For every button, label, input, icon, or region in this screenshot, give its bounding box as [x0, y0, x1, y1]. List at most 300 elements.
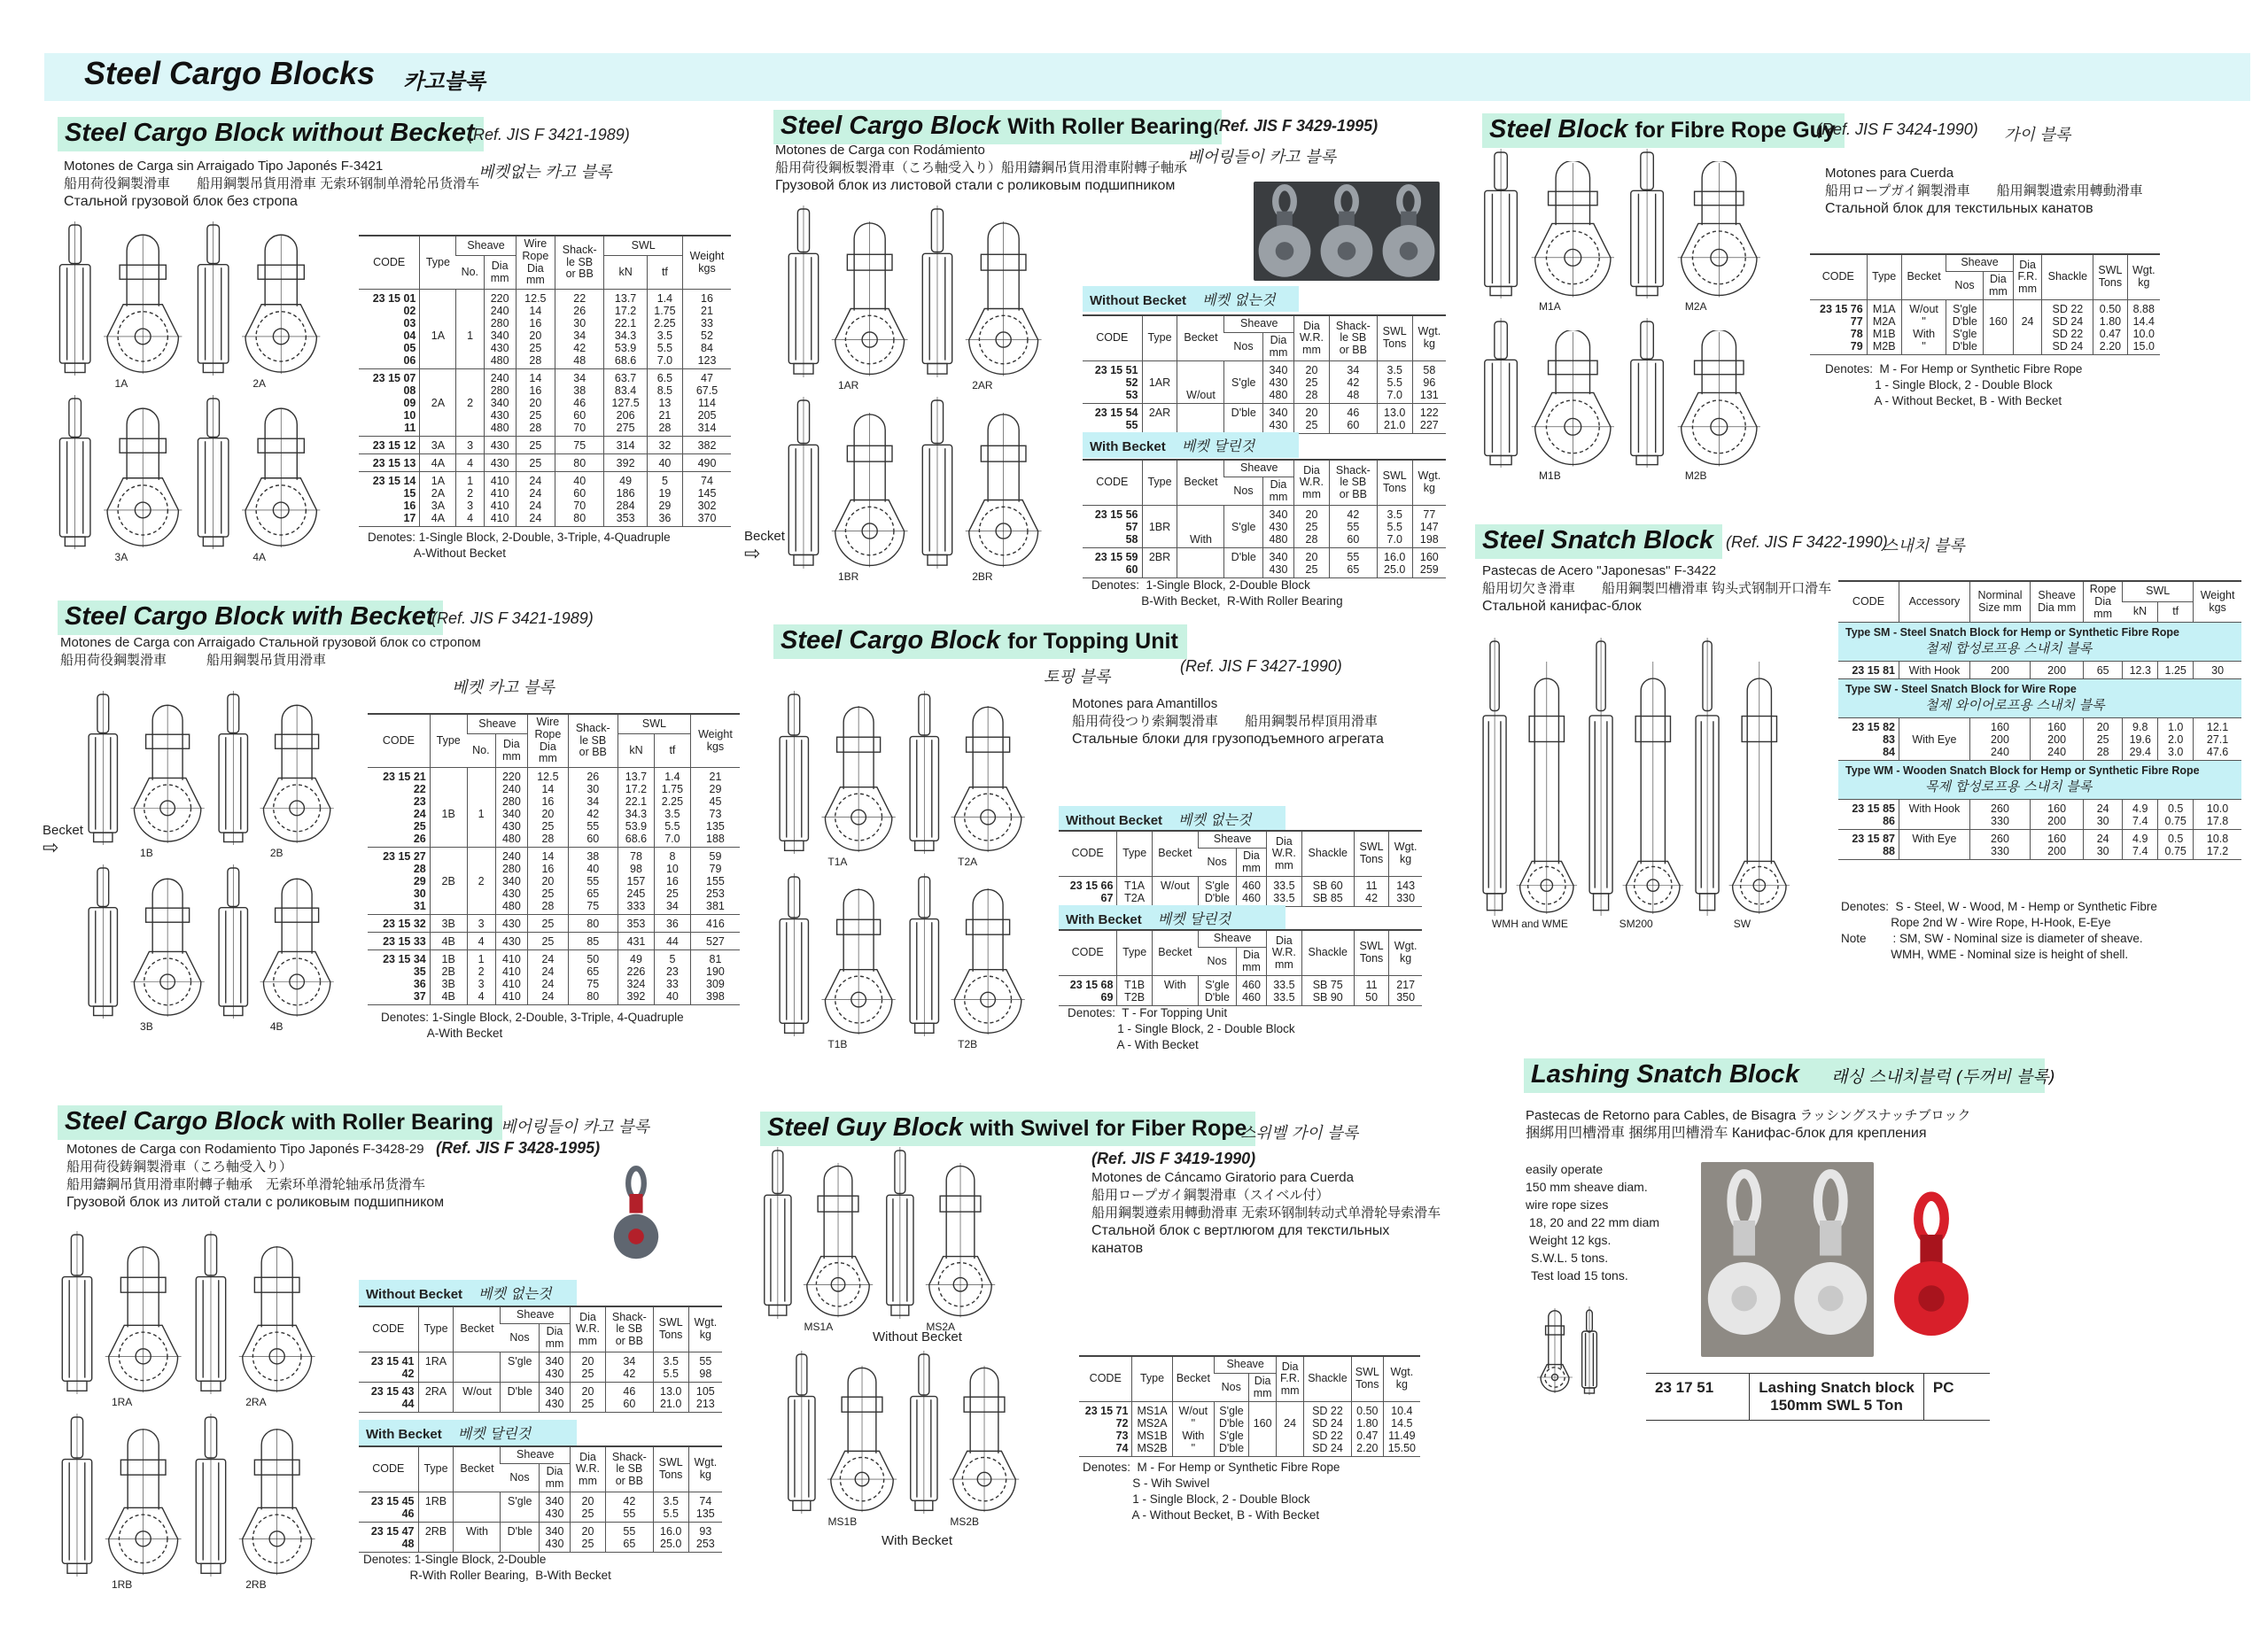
table-cell: 70: [555, 422, 604, 437]
korean-title: 래싱 스내치블럭 (두꺼비 블록): [1830, 1067, 2056, 1087]
column-group-header: Sheave: [1946, 254, 2013, 271]
table-cell: 65: [568, 965, 617, 978]
table-cell: 28: [528, 833, 568, 848]
product-photo-illustration: [610, 1162, 663, 1268]
title-main: Steel Cargo Block: [781, 112, 1001, 140]
table-cell: [1248, 1430, 1276, 1442]
table-cell: [456, 305, 484, 317]
column-header: Shack- le SB or BB: [605, 1446, 653, 1492]
table-cell: 2A: [420, 487, 456, 500]
pulley-block-front-drawing: [237, 407, 325, 549]
column-subheader: Dia mm: [1262, 332, 1293, 361]
band-label: Without Becket: [1090, 293, 1187, 308]
column-header: Wgt. kg: [1389, 831, 1422, 877]
column-group-header: SWL: [2123, 581, 2194, 602]
table-cell: [1142, 533, 1177, 548]
table-cell: 4B: [430, 990, 467, 1005]
table-cell: 23 15 59: [1094, 551, 1138, 564]
table-cell: ": [1172, 1442, 1214, 1457]
page-title-korean: 카고블록: [403, 69, 485, 94]
block-drawing-figure: [905, 873, 1030, 1050]
table-cell: 2: [467, 875, 495, 887]
table-cell: With Eye: [1899, 830, 1969, 846]
band-korean: 베켓 달린것: [1181, 438, 1255, 454]
table-cell: 16.0: [1377, 548, 1412, 564]
name-spanish-russian: Motones de Carga con Arraigado Стальной грузовой блок со стропом: [60, 635, 481, 650]
table-cell: 53.9: [617, 820, 654, 833]
feature-list: [1526, 1160, 1659, 1284]
table-cell: [1277, 1430, 1304, 1442]
table-cell: 25.0: [653, 1538, 688, 1553]
header-row: [359, 1446, 722, 1463]
column-header: Wgt. kg: [1383, 1356, 1420, 1402]
table-row: [1810, 328, 2160, 340]
table-cell: 430: [539, 1368, 570, 1383]
table-cell: [1899, 845, 1969, 860]
feature-item: 18, 20 and 22 mm diam: [1529, 1215, 1660, 1229]
table-cell: 200: [1969, 733, 2030, 746]
title-main: Lashing Snatch Block: [1531, 1060, 1799, 1089]
block-drawing-figure: [214, 864, 339, 1033]
table-cell: [467, 863, 495, 875]
column-group-header: Sheave: [1224, 315, 1294, 332]
pulley-block-side-drawing: [193, 395, 233, 549]
column-header: Accessory: [1899, 581, 1969, 623]
column-header: SWL Tons: [1377, 315, 1412, 361]
block-drawing-figure: [193, 395, 326, 563]
name-spanish: Motones para Cuerda: [1825, 166, 1954, 181]
table-row: [1083, 376, 1446, 389]
type-band-row: [1838, 679, 2241, 718]
table-cell: 4.9: [2123, 800, 2158, 816]
table-cell: 31: [368, 900, 430, 915]
column-header: Wire Rope Dia mm: [528, 714, 568, 768]
pulley-block-side-drawing: [1480, 318, 1522, 468]
drawings: [775, 691, 1059, 1063]
lashing-product-table: [1646, 1373, 1990, 1421]
table-cell: 353: [604, 512, 648, 527]
table-cell: 55: [568, 875, 617, 887]
column-subheader: tf: [2158, 602, 2194, 623]
table-cell: [1899, 718, 1969, 734]
table-row: [359, 422, 731, 437]
table-cell: 284: [604, 500, 648, 512]
column-header: CODE: [1083, 315, 1142, 361]
denotes-note: Denotes: 1-Single Block, 2-Double, 3-Triple, 4-Quadruple A-With Becket: [381, 1011, 684, 1040]
table-cell: 314: [604, 437, 648, 454]
header-row: [1079, 1356, 1420, 1373]
table-cell: D'ble: [501, 1383, 540, 1399]
pulley-block-front-drawing: [827, 411, 913, 569]
table-cell: SD 22: [1303, 1430, 1351, 1442]
drawings: [1480, 638, 1825, 939]
column-header: Dia W.R. mm: [1267, 831, 1301, 877]
table-cell: 430: [484, 342, 516, 354]
table-row: [359, 305, 731, 317]
table-cell: 410: [484, 500, 516, 512]
table-cell: [454, 1398, 501, 1413]
pulley-block-front-drawing: [126, 703, 209, 845]
table-cell: 2.20: [1351, 1442, 1383, 1457]
table-cell: 21.0: [653, 1398, 688, 1413]
table-cell: S'gle: [501, 1492, 540, 1508]
table-cell: SD 24: [1303, 1417, 1351, 1430]
table-cell: 16: [528, 795, 568, 808]
table-cell: 460: [1236, 976, 1266, 992]
table-cell: 381: [690, 900, 740, 915]
header-row: [1059, 831, 1422, 848]
section-title-with-becket: Steel Cargo Block with Becket: [58, 601, 443, 635]
figure-label: 4B: [269, 1020, 284, 1033]
column-header: SWL Tons: [1354, 831, 1388, 877]
table-cell: 7.4: [2123, 815, 2158, 830]
table-cell: 75: [555, 437, 604, 454]
table-cell: 430: [539, 1398, 570, 1413]
table-cell: 4A: [420, 512, 456, 527]
table-cell: 34: [555, 369, 604, 385]
table-cell: 42: [605, 1492, 653, 1508]
type-band-row: [1838, 623, 2241, 662]
pulley-block-front-drawing: [126, 877, 209, 1019]
table-cell: 80: [568, 915, 617, 933]
figure-label: M1B: [1539, 469, 1561, 482]
pulley-block-side-drawing: [55, 221, 95, 376]
table-cell: 25: [516, 437, 555, 454]
table-cell: 13.0: [1377, 404, 1412, 420]
table-cell: 63.7: [604, 369, 648, 385]
table-cell: 17.2: [617, 783, 654, 795]
pulley-block-front-drawing: [1526, 330, 1620, 468]
table-cell: With: [1177, 533, 1224, 548]
pulley-block-front-drawing: [255, 877, 338, 1019]
table-cell: 8: [654, 848, 690, 864]
block-drawing-figure: [1480, 318, 1620, 482]
figure-label: SM200: [1619, 918, 1653, 930]
block-drawing-figure: [775, 691, 900, 868]
product-photo-illustration: [1254, 182, 1440, 281]
table-cell: 13: [647, 397, 682, 409]
table-cell: 28: [2084, 746, 2123, 761]
header-row: [359, 1306, 722, 1323]
table-cell: 23 15 07: [372, 372, 416, 384]
figure-label: 2B: [269, 847, 284, 859]
title-rest: with Roller Bearing: [291, 1110, 494, 1135]
type-band: [1838, 761, 2241, 800]
section-title-guy-block-swivel: [760, 1112, 1255, 1146]
table-cell: 340: [495, 808, 528, 820]
table-row: [1083, 548, 1446, 564]
table-cell: 65: [1329, 563, 1377, 578]
table-cell: 5: [647, 472, 682, 488]
column-header: CODE: [359, 1446, 418, 1492]
name-chinese: 船用荷役鋼製滑車 船用鋼製吊貨用滑車 无索环钢制单滑轮吊货滑车: [64, 176, 480, 191]
table-cell: 431: [617, 933, 654, 950]
band-korean: 베켓 없는것: [1178, 811, 1252, 828]
table-cell: 253: [690, 887, 740, 900]
table-cell: 05: [403, 342, 416, 354]
table-cell: 188: [690, 833, 740, 848]
table-cell: 145: [683, 487, 731, 500]
multilingual-names: [1825, 165, 2143, 218]
denotes-note: Denotes: 1-Single Block, 2-Double, 3-Triple, 4-Quadruple A-Without Becket: [368, 531, 671, 560]
table-cell: 3A: [420, 437, 456, 454]
table-cell: 23 15 33: [368, 933, 430, 950]
header-row: [1083, 460, 1446, 477]
drawings: [1480, 149, 1798, 494]
band-with-becket: [1083, 432, 1299, 458]
table-cell: 8.5: [647, 384, 682, 397]
table-cell: 220: [495, 768, 528, 784]
table-cell: 105: [688, 1383, 722, 1399]
column-header: Shack- le SB or BB: [1329, 460, 1377, 506]
column-header: Type: [1132, 1356, 1172, 1402]
table-cell: 20: [570, 1492, 605, 1508]
table-cell: 1AR: [1142, 376, 1177, 389]
table-cell: 30: [2194, 662, 2241, 679]
table-cell: 3.5: [654, 808, 690, 820]
spec-table-without-becket: [359, 235, 731, 527]
table-cell: 410: [484, 472, 516, 488]
table-cell: 7.0: [654, 833, 690, 848]
pulley-block-side-drawing: [214, 864, 252, 1019]
table-cell: 08: [403, 384, 416, 397]
table-cell: 5.5: [647, 342, 682, 354]
title-main: Steel Cargo Block: [781, 626, 1001, 655]
column-group-header: Sheave: [1198, 831, 1266, 848]
table-cell: [454, 1492, 501, 1508]
table-cell: 48: [1329, 389, 1377, 404]
product-description: Lashing Snatch block 150mm SWL 5 Ton: [1750, 1374, 1924, 1421]
spec-table-roller-with-becket: [1083, 459, 1446, 578]
table-cell: S'gle: [501, 1352, 540, 1368]
table-cell: [454, 1507, 501, 1523]
table-cell: 5.5: [654, 820, 690, 833]
table-cell: [1277, 1402, 1304, 1418]
table-row: [359, 1538, 722, 1553]
pulley-block-front-drawing: [1672, 161, 1767, 298]
title-rest: With Roller Bearing: [1007, 114, 1213, 139]
table-cell: [420, 342, 456, 354]
table-cell: 382: [683, 437, 731, 454]
spec-table-roller-with-becket: [359, 1445, 722, 1553]
table-cell: [1248, 1402, 1276, 1418]
section-title-roller-bearing: [773, 110, 1222, 144]
table-cell: 240: [484, 369, 516, 385]
table-cell: 392: [617, 990, 654, 1005]
spec-table-fibre-guy: [1810, 253, 2160, 355]
pulley-block-front-drawing: [945, 1364, 1023, 1514]
figure-label: 2RA: [245, 1396, 267, 1408]
multilingual-names: [1526, 1107, 1970, 1143]
table-cell: [467, 795, 495, 808]
column-header: SWL Tons: [653, 1446, 688, 1492]
table-cell: 4: [456, 454, 484, 472]
table-cell: [430, 833, 467, 848]
pulley-block-side-drawing: [1580, 1306, 1599, 1395]
type-band-korean: 철제 와이어로프용 스내치 블록: [1925, 697, 2105, 714]
table-cell: 86: [1838, 815, 1899, 830]
table-cell: 21: [647, 409, 682, 422]
drawings: [784, 205, 1076, 595]
table-row: [359, 454, 731, 472]
table-cell: [467, 820, 495, 833]
column-header: SWL Tons: [1377, 460, 1412, 506]
table-cell: 340: [1262, 361, 1293, 377]
block-drawing-figure: [905, 691, 1030, 868]
denotes-note: Denotes: S - Steel, W - Wood, M - Hemp or Synthetic Fibre Rope 2nd W - Wire Rope, H-Hook, E-Eye Note : SM, SW - Nominal size is diameter of sheave. WMH, WME - Nominal size is height of shell.: [1841, 900, 2157, 961]
table-cell: 370: [683, 512, 731, 527]
lashing-block-photo-red: [1887, 1187, 1976, 1346]
table-cell: 23 15 81: [1838, 662, 1899, 679]
becket-label: Becket: [744, 529, 785, 544]
table-cell: 20: [1293, 506, 1329, 522]
table-cell: D'ble: [1198, 991, 1236, 1006]
table-cell: SB 75: [1301, 976, 1354, 992]
table-cell: 23 15 45: [370, 1495, 415, 1508]
table-cell: W/out: [1172, 1402, 1214, 1418]
column-header: SWL Tons: [1351, 1356, 1383, 1402]
table-cell: [1224, 506, 1263, 522]
ref-standard: (Ref. JIS F 3427-1990): [1180, 657, 1342, 675]
column-header: Weight kgs: [2194, 581, 2241, 623]
table-cell: 38: [568, 848, 617, 864]
korean-title: 베어링들이 카고 블록: [501, 1118, 649, 1136]
column-header: Wgt. kg: [688, 1446, 722, 1492]
table-cell: 135: [690, 820, 740, 833]
table-cell: 1.25: [2158, 662, 2194, 679]
pulley-block-side-drawing: [55, 395, 95, 549]
section-title-lashing-snatch: [1524, 1058, 2056, 1093]
table-cell: 330: [1969, 815, 2030, 830]
table-cell: 3B: [430, 978, 467, 990]
table-cell: 353: [617, 915, 654, 933]
drawings: [58, 1231, 350, 1603]
becket-label: Becket: [43, 823, 83, 838]
name-russian: Грузовой блок из листовой стали с роликовым подшипником: [775, 178, 1176, 193]
band-without-becket: [1059, 806, 1285, 832]
table-cell: [467, 900, 495, 915]
pulley-block-side-drawing: [918, 205, 957, 377]
table-cell: [1177, 404, 1224, 420]
table-cell: 50: [568, 950, 617, 966]
table-cell: [456, 342, 484, 354]
table-row: [1083, 506, 1446, 522]
table-cell: 3.5: [653, 1492, 688, 1508]
table-cell: 37: [368, 990, 430, 1005]
pulley-block-front-drawing: [817, 704, 900, 854]
table-cell: 430: [495, 915, 528, 933]
table-cell: [501, 1398, 540, 1413]
table-cell: 25: [528, 820, 568, 833]
table-cell: 240: [495, 783, 528, 795]
block-drawing-figure: [882, 1147, 999, 1333]
table-row: [1083, 361, 1446, 377]
table-cell: 26: [568, 768, 617, 784]
table-cell: W/out: [454, 1383, 501, 1399]
table-cell: 23 15 85: [1852, 802, 1895, 816]
table-cell: D'ble: [1946, 315, 1984, 328]
table-row: [368, 783, 740, 795]
table-cell: 7.0: [647, 354, 682, 369]
name-chinese: 船用荷役つり索鋼製滑車 船用鋼製吊桿頂用滑車: [1072, 714, 1379, 729]
table-cell: [430, 900, 467, 915]
table-cell: [456, 384, 484, 397]
table-cell: 160: [2031, 800, 2084, 816]
table-cell: 14: [516, 305, 555, 317]
table-cell: 88: [1838, 845, 1899, 860]
table-cell: 29: [413, 875, 426, 887]
figure-label: 1B: [140, 847, 153, 859]
column-header: Dia W.R. mm: [1293, 315, 1329, 361]
table-cell: S'gle: [1946, 300, 1984, 316]
table-cell: 21.0: [1377, 419, 1412, 434]
table-cell: 25: [528, 933, 568, 950]
table-cell: 200: [2031, 662, 2084, 679]
table-cell: 80: [568, 990, 617, 1005]
table-cell: 57: [1125, 521, 1138, 534]
table-cell: 1.0: [2158, 718, 2194, 734]
table-cell: 350: [1389, 991, 1422, 1006]
table-cell: 416: [690, 915, 740, 933]
column-subheader: tf: [647, 256, 682, 290]
table-cell: 49: [617, 950, 654, 966]
table-cell: 1: [467, 808, 495, 820]
table-cell: 4B: [430, 933, 467, 950]
table-cell: 4: [467, 990, 495, 1005]
column-header: SWL Tons: [1354, 930, 1388, 976]
table-cell: 40: [555, 472, 604, 488]
table-cell: 23 15 14: [372, 475, 416, 487]
band-with-becket: [359, 1420, 577, 1445]
table-cell: 430: [495, 933, 528, 950]
table-cell: 2RA: [418, 1383, 454, 1399]
column-group-header: Sheave: [501, 1306, 571, 1323]
page-banner: [44, 53, 2250, 101]
table-cell: 280: [484, 317, 516, 329]
table-cell: MS1B: [1132, 1430, 1172, 1442]
column-header: Shackle: [1301, 930, 1354, 976]
table-cell: 30: [2084, 845, 2123, 860]
table-cell: 50: [1354, 991, 1388, 1006]
table-row: [368, 833, 740, 848]
table-cell: 60: [1329, 533, 1377, 548]
figure-label: 3B: [140, 1020, 153, 1033]
figure-label: MS1B: [827, 1515, 858, 1528]
table-cell: 78: [617, 848, 654, 864]
section-title-snatch-block: Steel Snatch Block: [1475, 524, 1722, 559]
table-cell: 200: [2031, 733, 2084, 746]
table-row: [368, 965, 740, 978]
table-cell: 96: [1412, 376, 1446, 389]
table-cell: 14.4: [2127, 315, 2160, 328]
table-cell: [420, 409, 456, 422]
table-row: [368, 808, 740, 820]
table-cell: 25: [570, 1538, 605, 1553]
table-cell: 160: [2031, 718, 2084, 734]
table-cell: 2B: [430, 875, 467, 887]
table-cell: W/out: [1177, 389, 1224, 404]
table-cell: 186: [604, 487, 648, 500]
table-cell: With: [1172, 1430, 1214, 1442]
table-row: [1838, 746, 2241, 761]
pulley-block-side-drawing: [84, 691, 122, 845]
table-cell: 11: [1354, 976, 1388, 992]
table-row: [359, 1398, 722, 1413]
table-cell: 23 15 01: [372, 292, 416, 305]
table-cell: 340: [1262, 506, 1293, 522]
pulley-block-front-drawing: [817, 887, 900, 1036]
table-cell: 65: [605, 1538, 653, 1553]
